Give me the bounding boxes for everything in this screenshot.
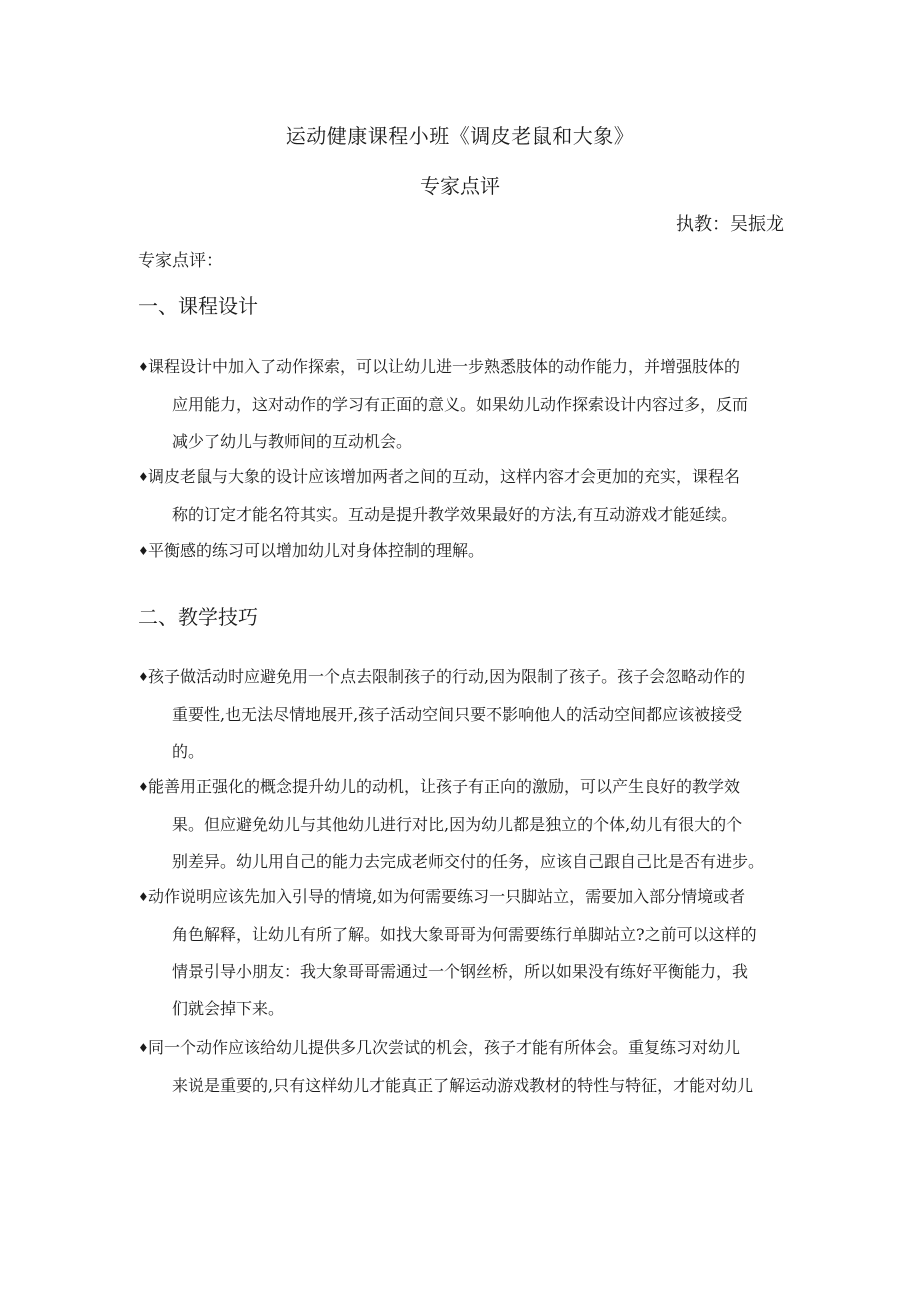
document-subtitle: 专家点评 — [420, 174, 500, 198]
diamond-bullet-icon: ♦ — [138, 1041, 149, 1055]
author-line: 执教：吴振龙 — [676, 214, 784, 235]
bullet-line: ♦能善用正强化的概念提升幼儿的动机，让孩子有正向的激励，可以产生良好的教学效 — [138, 768, 798, 806]
section-heading-teaching-skills: 二、教学技巧 — [138, 605, 258, 629]
bullet-line: 角色解释，让幼儿有所了解。如找大象哥哥为何需要练行单脚站立?之前可以这样的 — [172, 925, 757, 944]
diamond-bullet-icon: ♦ — [138, 670, 149, 684]
bullet-item — [138, 768, 798, 880]
bullet-item — [138, 532, 798, 570]
review-label: 专家点评： — [138, 251, 223, 271]
diamond-bullet-icon: ♦ — [138, 890, 149, 904]
bullet-item — [138, 1029, 798, 1104]
bullet-line: ♦孩子做活动时应避免用一个点去限制孩子的行动,因为限制了孩子。孩子会忽略动作的 — [138, 658, 798, 696]
bullet-line: ♦同一个动作应该给幼儿提供多几次尝试的机会，孩子才能有所体会。重复练习对幼儿 — [138, 1029, 798, 1067]
bullet-line: ♦调皮老鼠与大象的设计应该增加两者之间的互动，这样内容才会更加的充实，课程名 — [138, 458, 798, 496]
diamond-bullet-icon: ♦ — [138, 780, 149, 794]
section-heading-course-design: 一、课程设计 — [138, 294, 258, 318]
bullet-line: 减少了幼儿与教师间的互动机会。 — [172, 432, 413, 451]
diamond-bullet-icon: ♦ — [138, 360, 149, 374]
diamond-bullet-icon: ♦ — [138, 470, 149, 484]
diamond-bullet-icon: ♦ — [138, 544, 149, 558]
bullet-item — [138, 658, 798, 770]
bullet-line: 情景引导小朋友：我大象哥哥需通过一个钢丝桥，所以如果没有练好平衡能力，我 — [172, 962, 749, 981]
bullet-line: ♦动作说明应该先加入引导的情境,如为何需要练习一只脚站立，需要加入部分情境或者 — [138, 878, 798, 916]
bullet-line: 称的订定才能名符其实。互动是提升教学效果最好的方法,有互动游戏才能延续。 — [172, 505, 738, 524]
bullet-line: 应用能力，这对动作的学习有正面的意义。如果幼儿动作探索设计内容过多，反而 — [172, 395, 749, 414]
document-title: 运动健康课程小班《调皮老鼠和大象》 — [285, 124, 635, 148]
bullet-line: 重要性,也无法尽情地展开,孩子活动空间只要不影响他人的活动空间都应该被接受 — [172, 705, 743, 724]
bullet-line: 别差异。幼儿用自己的能力去完成老师交付的任务，应该自己跟自己比是否有进步。 — [172, 852, 765, 871]
bullet-line: 们就会掉下来。 — [172, 999, 285, 1018]
bullet-line: ♦平衡感的练习可以增加幼儿对身体控制的理解。 — [138, 532, 798, 570]
bullet-line: 果。但应避免幼儿与其他幼儿进行对比,因为幼儿都是独立的个体,幼儿有很大的个 — [172, 815, 743, 834]
bullet-item — [138, 348, 798, 460]
bullet-line: 来说是重要的,只有这样幼儿才能真正了解运动游戏教材的特性与特征，才能对幼儿 — [172, 1076, 754, 1095]
bullet-item — [138, 458, 798, 533]
bullet-line: 的。 — [172, 742, 205, 761]
bullet-item — [138, 878, 798, 1027]
bullet-line: ♦课程设计中加入了动作探索，可以让幼儿进一步熟悉肢体的动作能力，并增强肢体的 — [138, 348, 798, 386]
